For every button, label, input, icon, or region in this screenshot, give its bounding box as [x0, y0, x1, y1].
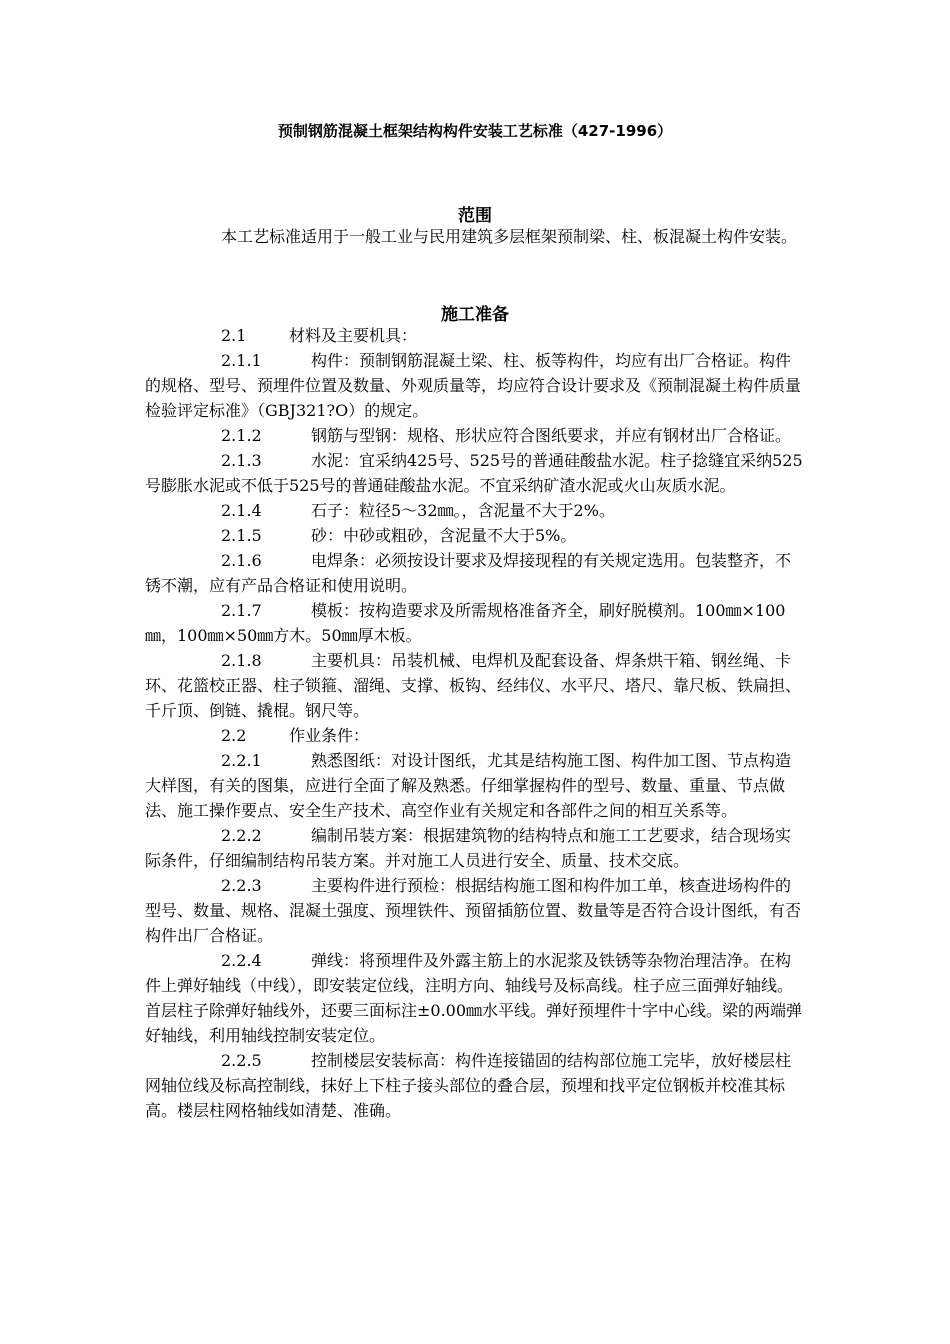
clause-number: 2.2.5 — [221, 1051, 262, 1070]
clause-text: 钢筋与型钢：规格、形状应符合图纸要求，并应有钢材出厂合格证。 — [311, 426, 792, 445]
section-heading-scope: 范围 — [458, 206, 492, 226]
clause-number: 2.1.7 — [221, 601, 262, 620]
clause-paragraph — [145, 423, 805, 448]
clause-paragraph — [145, 598, 805, 648]
clause-text: 作业条件： — [289, 726, 370, 745]
clause-number: 2.1 — [221, 326, 247, 345]
clause-text: 石子：粒径5～32㎜。，含泥量不大于2%。 — [311, 501, 615, 520]
clause-number: 2.1.5 — [221, 526, 262, 545]
clause-paragraph — [145, 348, 805, 423]
clause-number: 2.2.4 — [221, 951, 262, 970]
section-scope-body — [145, 224, 805, 249]
clause-paragraph — [145, 948, 805, 1048]
clause-paragraph — [145, 548, 805, 598]
clause-number: 2.2 — [221, 726, 247, 745]
clause-paragraph — [145, 748, 805, 823]
clause-paragraph — [145, 723, 805, 748]
clause-text: 材料及主要机具： — [289, 326, 418, 345]
clause-text: 模板：按构造要求及所需规格准备齐全，刷好脱模剂。100㎜×100㎜，100㎜×50㎜方木。50㎜厚木板。 — [145, 601, 786, 645]
clause-number: 2.2.2 — [221, 826, 262, 845]
section-heading-preparation: 施工准备 — [441, 305, 509, 325]
clause-paragraph — [145, 823, 805, 873]
clause-number: 2.1.6 — [221, 551, 262, 570]
document-title: 预制钢筋混凝土框架结构构件安装工艺标准（427-1996） — [277, 122, 673, 140]
clause-text: 弹线：将预埋件及外露主筋上的水泥浆及铁锈等杂物治理洁净。在构件上弹好轴线（中线），即安装定位线，注明方向、轴线号及标高线。柱子应三面弹好轴线。首层柱子除弹好轴线外，还要三面标注±0.00㎜水平线。弹好预埋件十字中心线。梁的两端弹好轴线，利用轴线控制安装定位。 — [145, 951, 803, 1045]
clause-text: 砂：中砂或粗砂，含泥量不大于5%。 — [311, 526, 577, 545]
clause-text: 主要构件进行预检：根据结构施工图和构件加工单，核查进场构件的型号、数量、规格、混凝土强度、预埋铁件、预留插筋位置、数量等是否符合设计图纸，有否构件出厂合格证。 — [145, 876, 802, 945]
clause-text: 电焊条：必须按设计要求及焊接现程的有关规定选用。包装整齐，不锈不潮，应有产品合格证和使用说明。 — [145, 551, 792, 595]
clause-paragraph — [145, 523, 805, 548]
scope-paragraph: 本工艺标准适用于一般工业与民用建筑多层框架预制梁、柱、板混凝土构件安装。 — [221, 227, 798, 246]
clause-paragraph — [145, 648, 805, 723]
clause-number: 2.1.4 — [221, 501, 262, 520]
clause-text: 熟悉图纸：对设计图纸，尤其是结构施工图、构件加工图、节点构造大样图，有关的图集，应进行全面了解及熟悉。仔细掌握构件的型号、数量、重量、节点做法、施工操作要点、安全生产技术、高空作业有关规定和各部件之间的相互关系等。 — [145, 751, 792, 820]
clause-paragraph — [145, 498, 805, 523]
clause-text: 主要机具：吊装机械、电焊机及配套设备、焊条烘干箱、钢丝绳、卡环、花篮校正器、柱子锁箍、溜绳、支撑、板钩、经纬仪、水平尺、塔尺、靠尺板、铁扁担、千斤顶、倒链、撬棍。钢尺等。 — [145, 651, 802, 720]
clause-number: 2.1.1 — [221, 351, 262, 370]
clause-paragraph — [145, 1048, 805, 1123]
clause-number: 2.1.2 — [221, 426, 262, 445]
clause-paragraph — [145, 448, 805, 498]
clause-number: 2.2.3 — [221, 876, 262, 895]
clause-number: 2.1.3 — [221, 451, 262, 470]
clause-paragraph — [145, 873, 805, 948]
clause-text: 编制吊装方案：根据建筑物的结构特点和施工工艺要求，结合现场实际条件，仔细编制结构吊装方案。并对施工人员进行安全、质量、技术交底。 — [145, 826, 792, 870]
clause-text: 水泥：宜采纳425号、525号的普通硅酸盐水泥。柱子捻缝宜采纳525号膨胀水泥或不低于525号的普通硅酸盐水泥。不宜采纳矿渣水泥或火山灰质水泥。 — [145, 451, 803, 495]
clause-text: 构件：预制钢筋混凝土梁、柱、板等构件，均应有出厂合格证。构件的规格、型号、预埋件位置及数量、外观质量等，均应符合设计要求及《预制混凝土构件质量检验评定标准》（GBJ321?O）的规定。 — [145, 351, 802, 420]
clause-number: 2.2.1 — [221, 751, 262, 770]
clause-text: 控制楼层安装标高：构件连接锚固的结构部位施工完毕，放好楼层柱网轴位线及标高控制线，抹好上下柱子接头部位的叠合层，预埋和找平定位钢板并校准其标高。楼层柱网格轴线如清楚、准确。 — [145, 1051, 792, 1120]
clause-number: 2.1.8 — [221, 651, 262, 670]
section-preparation-body — [145, 323, 805, 1123]
clause-paragraph — [145, 323, 805, 348]
